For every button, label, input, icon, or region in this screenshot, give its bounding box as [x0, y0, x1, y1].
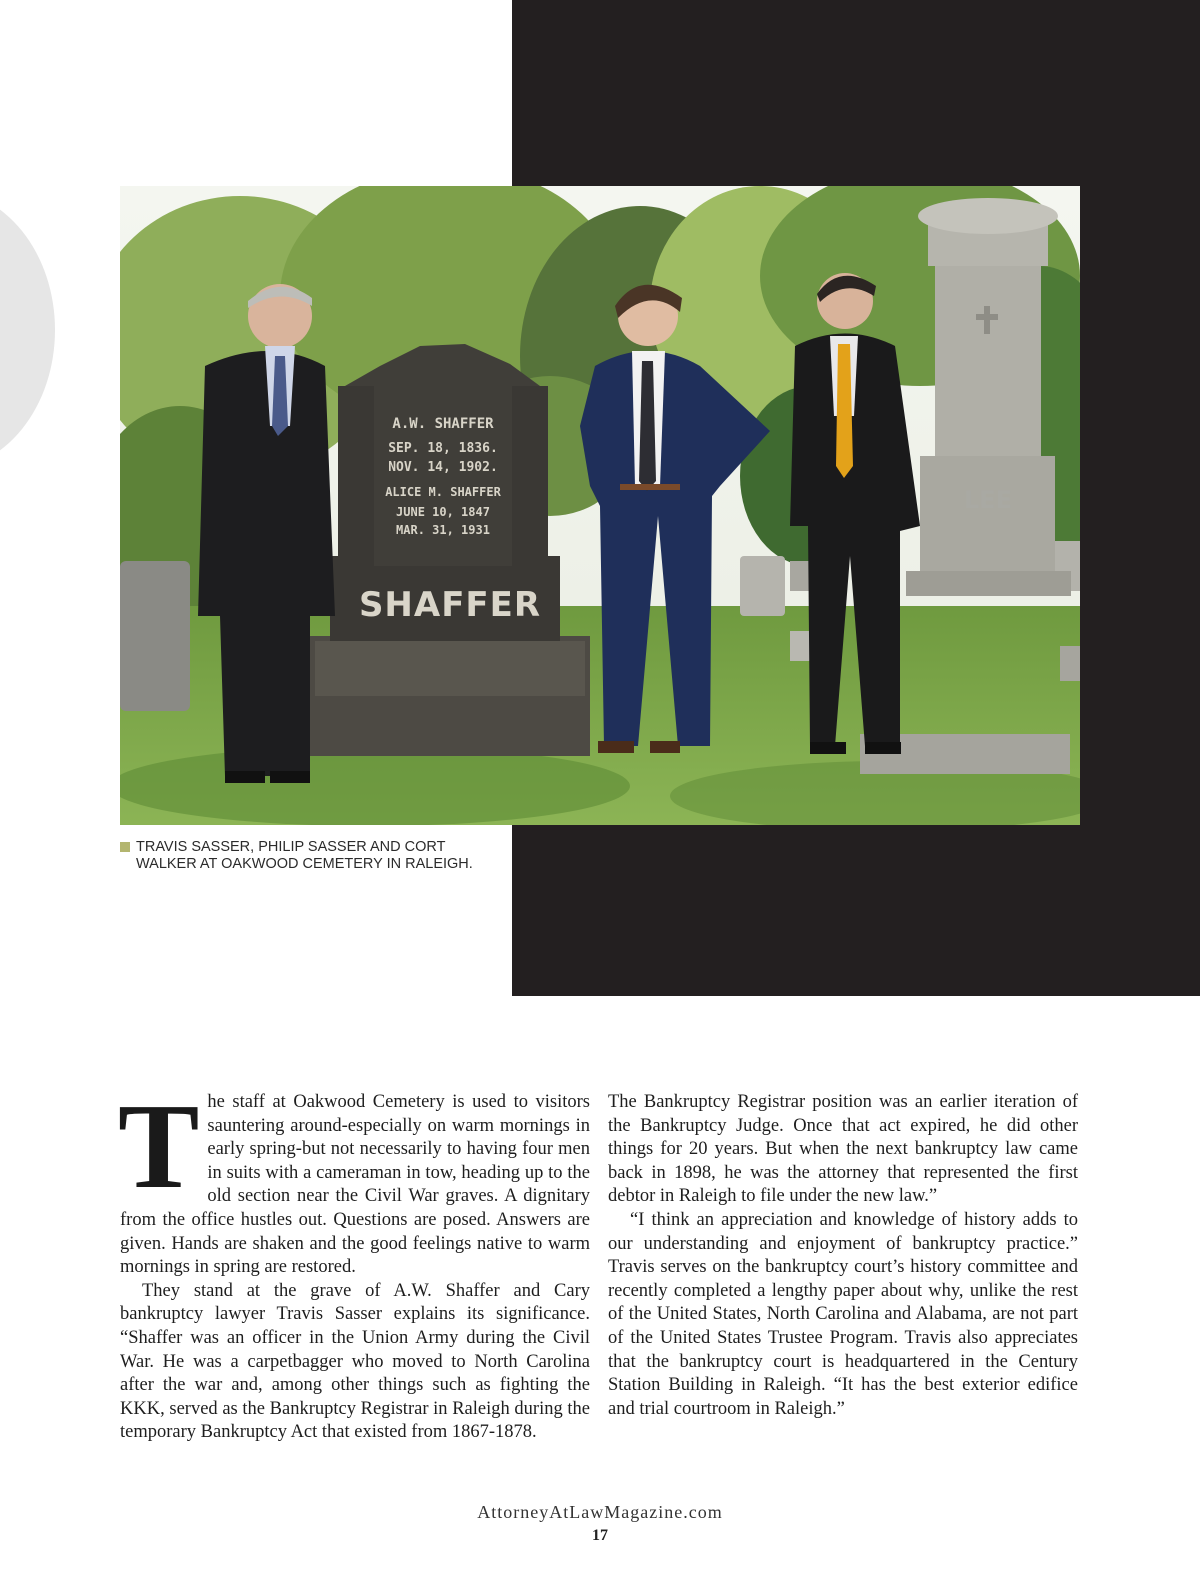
shaffer-headstone	[310, 344, 590, 756]
headstone-line-5: JUNE 10, 1847	[396, 505, 490, 519]
caption-line-2: WALKER AT OAKWOOD CEMETERY IN RALEIGH.	[136, 856, 473, 872]
caption-line-1: TRAVIS SASSER, PHILIP SASSER AND CORT	[136, 839, 446, 855]
article-paragraph-1	[118, 1079, 590, 1280]
article-paragraph-4: “I think an appreciation and knowledge of history adds to our understanding and enjoyment of bankruptcy practice.” Travis serves on the bankruptcy court’s history committee and recently completed a lengthy paper about why, unlike the rest of the United States, North Carolina and Alabama, are not part of the United States Trustee Program. Travis also appreciates that the bankruptcy court is headquartered in the Century Station Building in Raleigh. “It has the best exterior edifice and trial courtroom in Raleigh.”	[608, 1209, 1078, 1419]
headstone-line-6: MAR. 31, 1931	[396, 523, 490, 537]
drop-cap: T	[118, 1079, 200, 1214]
caption-marker	[120, 842, 130, 852]
article-paragraph-2: They stand at the grave of A.W. Shaffer and Cary bankruptcy lawyer Travis Sasser explains its significance. “Shaffer was an officer in the Union Army during the Civil War. He was a carpetbagger who moved to North Carolina after the war and, among other things such as fighting the KKK, served as the Bankruptcy Registrar in Raleigh during the temporary Bankruptcy Act that existed from 1867-1878.	[120, 1280, 590, 1443]
headstone-line-4: ALICE M. SHAFFER	[385, 485, 501, 499]
footer-website: AttorneyAtLawMagazine.com	[477, 1502, 723, 1522]
page-number: 17	[592, 1527, 608, 1544]
article-paragraph-1-text: he staff at Oakwood Cemetery is used to visitors sauntering around-especially on warm mornings in early spring-but not necessarily to having four men in suits with a cameraman in tow, heading up to the old section near the Civil War graves. A dignitary from the office hustles out. Questions are posed. Answers are given. Hands are shaken and the good feelings native to warm mornings in spring are restored.	[120, 1092, 590, 1278]
headstone-line-1: A.W. SHAFFER	[392, 416, 494, 432]
article-paragraph-3: The Bankruptcy Registrar position was an earlier iteration of the Bankruptcy Judge. Once that act expired, he did other things for 20 years. But when the next bankruptcy law came back in 1898, he was the attorney that represented the first debtor in Raleigh to file under the new law.”	[608, 1092, 1078, 1207]
headstone-family-name: SHAFFER	[358, 585, 542, 625]
lee-inscription: LEE	[963, 486, 1013, 514]
article-column-right	[608, 1091, 1078, 1421]
photo-caption	[120, 839, 510, 873]
article-column-left	[118, 1079, 590, 1445]
cemetery-photo	[120, 186, 1080, 825]
headstone-line-2: SEP. 18, 1836.	[388, 441, 498, 456]
headstone-line-3: NOV. 14, 1902.	[388, 460, 498, 475]
decorative-grey-arc	[0, 190, 55, 470]
